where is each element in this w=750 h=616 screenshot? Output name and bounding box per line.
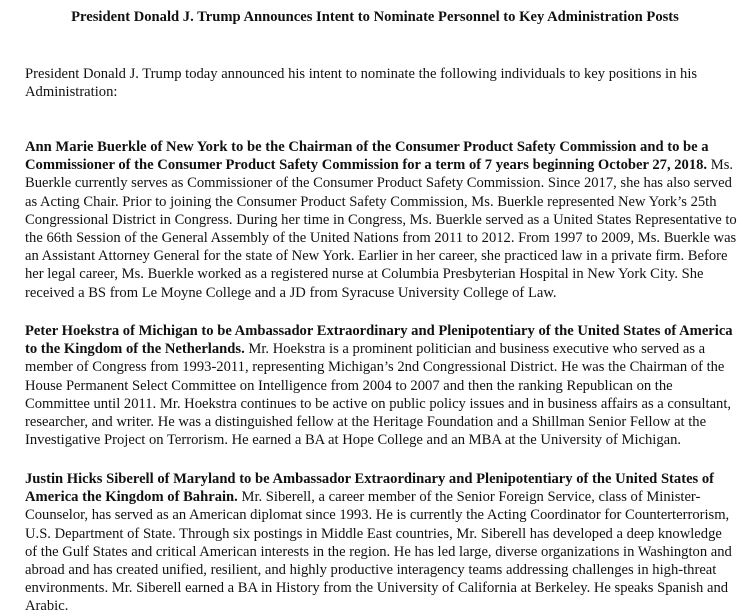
nominee-bio: Mr. Hoekstra is a prominent politician and business executive who served as a member of Congress from 1993-2011, representing Michigan’s 2nd Congressional District. He was the Chairman of the House Permanent Select Committee on Intelligence from 2004 to 2007 and then the ranking Republican on the Committee until 2011. Mr. Hoekstra continues to be active on public policy issues and in business affairs as a consultant, researcher, and writer. He was a distinguished fellow at the Heritage Foundation and a Shillman Senior Fellow at the Investigative Project on Terrorism. He earned a BA at Hope College and an MBA at the University of Michigan.	[25, 341, 732, 449]
intro-paragraph: President Donald J. Trump today announced his intent to nominate the following individuals to key positions in his Administration:	[25, 66, 698, 101]
nominee-paragraph-siberell	[25, 470, 737, 616]
nominee-bio: Mr. Siberell, a career member of the Senior Foreign Service, class of Minister-Counselor, has served as an American diplomat since 1993. He is currently the Acting Coordinator for Counterterrorism, U.S. Department of State. Through six postings in Middle East countries, Mr. Siberell has developed a deep knowledge of the Gulf States and critical American interests in the region. He has led large, diverse organizations in Washington and abroad and has created unified, resilient, and highly productive interagency teams addressing challenges in high-threat environments. Mr. Siberell earned a BA in History from the University of California at Berkeley. He speaks Spanish and Arabic.	[25, 489, 732, 615]
nominee-paragraph-buerkle	[25, 138, 737, 302]
nominee-heading: Peter Hoekstra of Michigan to be Ambassador Extraordinary and Plenipotentiary of the United States of America to the Kingdom of the Netherlands.	[25, 323, 733, 358]
document-title: President Donald J. Trump Announces Intent to Nominate Personnel to Key Administration Posts	[71, 9, 679, 25]
nominee-heading: Justin Hicks Siberell of Maryland to be Ambassador Extraordinary and Plenipotentiary of the United States of America the Kingdom of Bahrain.	[25, 471, 715, 506]
nominee-heading: Ann Marie Buerkle of New York to be the Chairman of the Consumer Product Safety Commission and to be a Commissioner of the Consumer Product Safety Commission for a term of 7 years beginning October 27, 2018.	[25, 139, 709, 174]
nominee-paragraph-hoekstra	[25, 322, 737, 449]
nominee-bio: Ms. Buerkle currently serves as Commissioner of the Consumer Product Safety Commission. Since 2017, she has also served as Acting Chair. Prior to joining the Consumer Product Safety Commission, Ms. Buerkle represented New York’s 25th Congressional District in Congress. During her time in Congress, Ms. Buerkle served as a United States Representative to the 66th Session of the General Assembly of the United Nations from 2011 to 2012. From 1997 to 2009, Ms. Buerkle was an Assistant Attorney General for the state of New York. Earlier in her career, she practiced law in a private firm. Before her legal career, Ms. Buerkle worked as a registered nurse at Columbia Presbyterian Hospital in New York City. She received a BS from Le Moyne College and a JD from Syracuse University College of Law.	[25, 157, 737, 301]
